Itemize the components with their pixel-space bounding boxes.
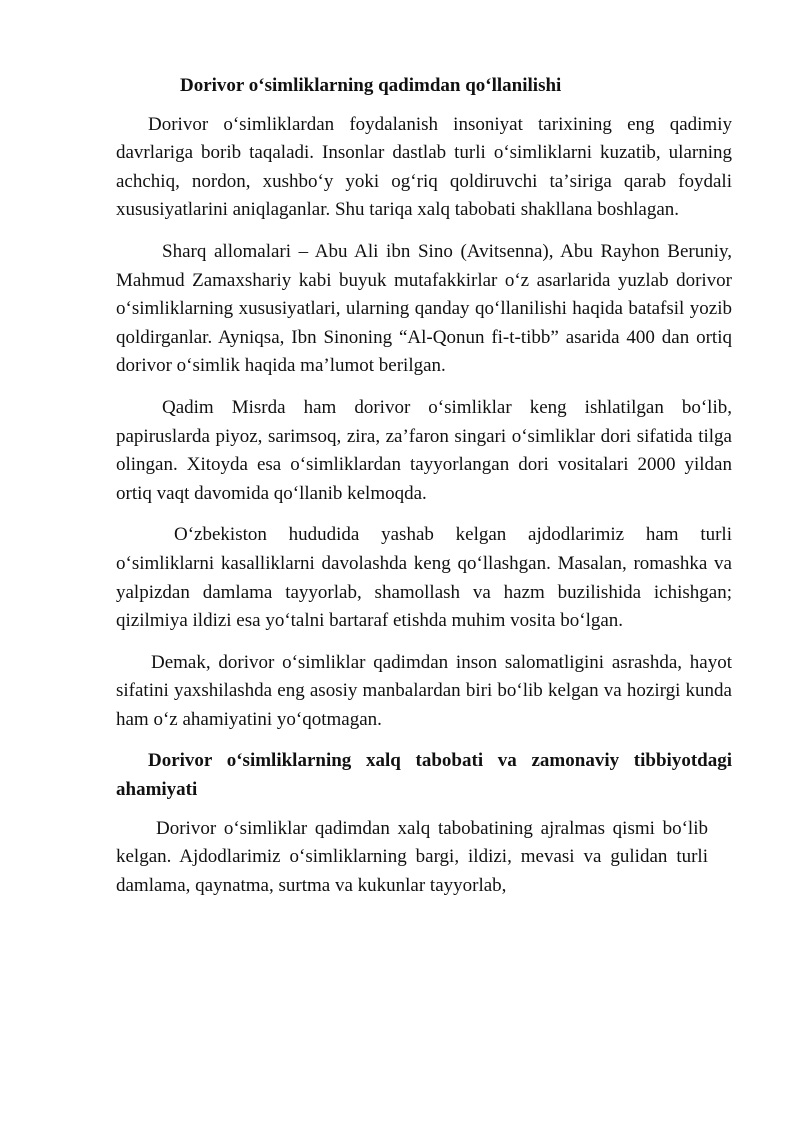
document-page: [116, 72, 732, 900]
section-heading: Dorivor oʻsimliklarning xalq tabobati va zamonaviy tibbiyotdagi ahamiyati: [116, 750, 732, 801]
paragraph-intro: Dorivor oʻsimliklardan foydalanish insoniyat tarixining eng qadimiy davrlariga borib taqaladi. Insonlar dastlab turli oʻsimliklarni kuzatib, ularning achchiq, nordon, xushboʻy yoki ogʻriq qoldiruvchi taʼsiriga qarab foydali xususiyatlarini aniqlaganlar. Shu tariqa xalq tabobati shakllana boshlagan.: [116, 113, 732, 221]
paragraph-conclusion: Demak, dorivor oʻsimliklar qadimdan inson salomatligini asrashda, hayot sifatini yaxshilashda eng asosiy manbalardan biri boʻlib kelgan va hozirgi kunda ham oʻz ahamiyatini yoʻqotmagan.: [116, 651, 732, 730]
paragraph-uzbekistan: Oʻzbekiston hududida yashab kelgan ajdodlarimiz ham turli oʻsimliklarni kasalliklarni davolashda keng qoʻllashgan. Masalan, romashka va yalpizdan damlama tayyorlab, shamollash va hazm buzilishida ichishgan; qizilmiya ildizi esa yoʻtalni bartaraf etishda muhim vosita boʻlgan.: [116, 524, 732, 632]
paragraph-egypt-china: Qadim Misrda ham dorivor oʻsimliklar keng ishlatilgan boʻlib, papiruslarda piyoz, sarimsoq, zira, zaʼfaron singari oʻsimliklar dori sifatida tilga olingan. Xitoyda esa oʻsimliklardan tayyorlangan dori vositalari 2000 yildan ortiq vaqt davomida qoʻllanib kelmoqda.: [116, 396, 732, 504]
page-title: Dorivor oʻsimliklarning qadimdan qoʻllanilishi: [180, 75, 562, 96]
paragraph-eastern-scholars: Sharq allomalari – Abu Ali ibn Sino (Avitsenna), Abu Rayhon Beruniy, Mahmud Zamaxshariy kabi buyuk mutafakkirlar oʻz asarlarida yuzlab dorivor oʻsimliklarning xususiyatlari, ularning qanday qoʻllanilishi haqida batafsil yozib qoldirganlar. Ayniqsa, Ibn Sinoning “Al-Qonun fi-t-tibb” asarida 400 dan ortiq dorivor oʻsimlik haqida maʼlumot berilgan.: [116, 240, 732, 377]
paragraph-folk-medicine: Dorivor oʻsimliklar qadimdan xalq tabobatining ajralmas qismi boʻlib kelgan. Ajdodlarimiz oʻsimliklarning bargi, ildizi, mevasi va gulidan turli damlama, qaynatma, surtma va kukunlar tayyorlab,: [116, 817, 708, 896]
